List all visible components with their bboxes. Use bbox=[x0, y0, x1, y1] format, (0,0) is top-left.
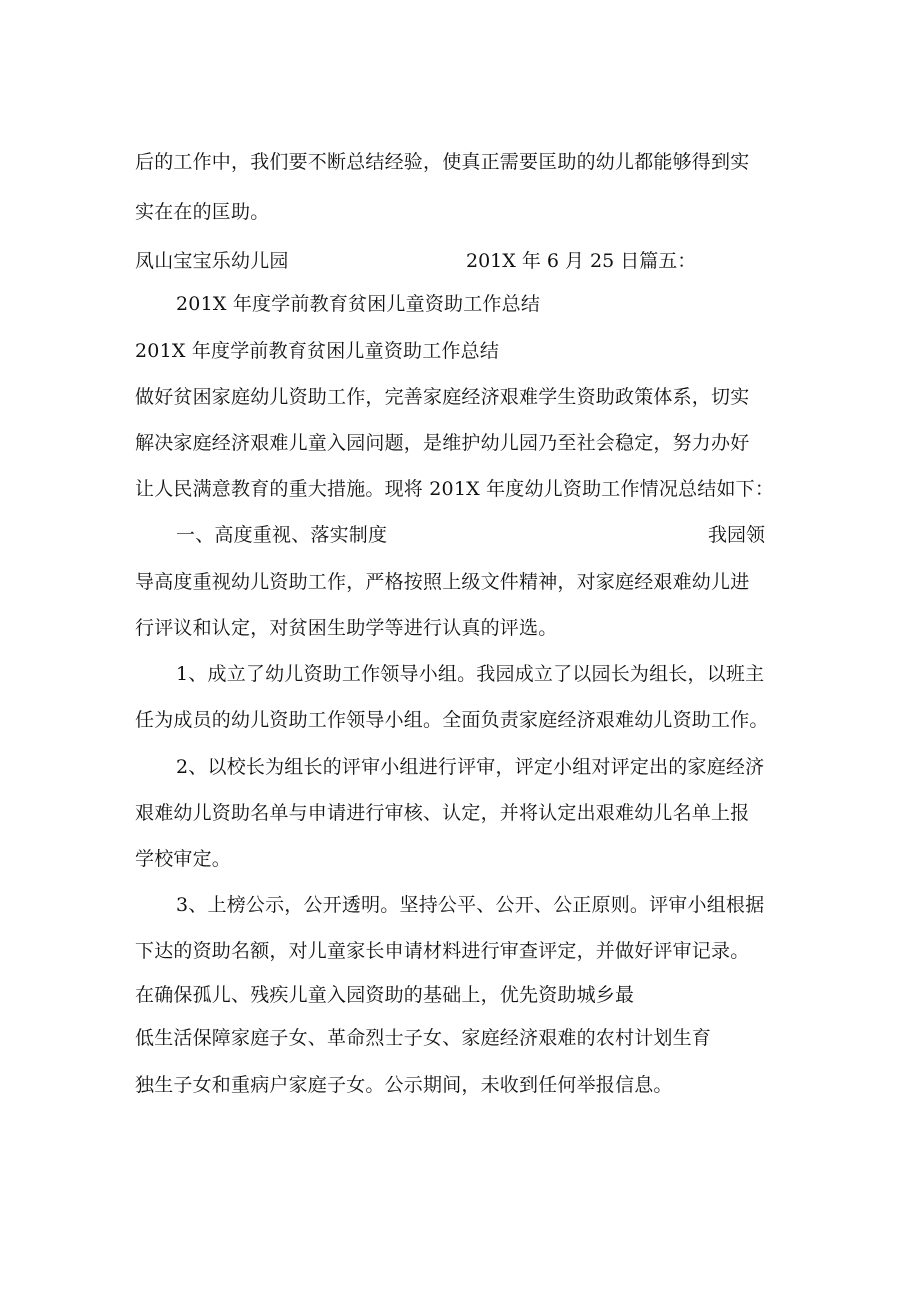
numbered-item: 3、上榜公示，公开透明。坚持公平、公开、公正原则。评审小组根据 bbox=[176, 894, 765, 916]
paragraph-line: 低生活保障家庭子女、革命烈士子女、家庭经济艰难的农村计划生育 bbox=[135, 1027, 712, 1049]
paragraph-line: 解决家庭经济艰难儿童入园问题，是维护幼儿园乃至社会稳定，努力办好 bbox=[135, 432, 750, 454]
paragraph-line: 艰难幼儿资助名单与申请进行审核、认定，并将认定出艰难幼儿名单上报 bbox=[135, 802, 750, 824]
section-title: 201X 年度学前教育贫困儿童资助工作总结 bbox=[176, 293, 541, 315]
numbered-item: 1、成立了幼儿资助工作领导小组。我园成立了以园长为组长，以班主 bbox=[176, 663, 765, 685]
date-line: 201X 年 6 月 25 日篇五： bbox=[466, 250, 697, 272]
organization-name: 凤山宝宝乐幼儿园 bbox=[135, 250, 289, 272]
numbered-item: 2、以校长为组长的评审小组进行评审，评定小组对评定出的家庭经济 bbox=[176, 756, 765, 778]
paragraph-line: 独生子女和重病户家庭子女。公示期间，未收到任何举报信息。 bbox=[135, 1074, 673, 1096]
paragraph-line: 在确保孤儿、残疾儿童入园资助的基础上，优先资助城乡最 bbox=[135, 984, 635, 1006]
paragraph-line: 我园领 bbox=[708, 524, 766, 546]
paragraph-line: 实在在的匡助。 bbox=[135, 201, 270, 223]
paragraph-line: 行评议和认定，对贫困生助学等进行认真的评选。 bbox=[135, 617, 558, 639]
paragraph-line: 让人民满意教育的重大措施。现将 201X 年度幼儿资助工作情况总结如下： bbox=[135, 478, 775, 500]
paragraph-line: 做好贫困家庭幼儿资助工作，完善家庭经济艰难学生资助政策体系，切实 bbox=[135, 386, 750, 408]
section-heading: 一、高度重视、落实制度 bbox=[176, 524, 388, 546]
paragraph-line: 下达的资助名额，对儿童家长申请材料进行审查评定，并做好评审记录。 bbox=[135, 940, 750, 962]
paragraph-line: 学校审定。 bbox=[135, 848, 232, 870]
paragraph-line: 导高度重视幼儿资助工作，严格按照上级文件精神，对家庭经艰难幼儿进 bbox=[135, 571, 750, 593]
paragraph-line: 后的工作中，我们要不断总结经验，使真正需要匡助的幼儿都能够得到实 bbox=[135, 151, 750, 173]
document-title: 201X 年度学前教育贫困儿童资助工作总结 bbox=[135, 340, 500, 362]
paragraph-line: 任为成员的幼儿资助工作领导小组。全面负责家庭经济艰难幼儿资助工作。 bbox=[135, 709, 769, 731]
